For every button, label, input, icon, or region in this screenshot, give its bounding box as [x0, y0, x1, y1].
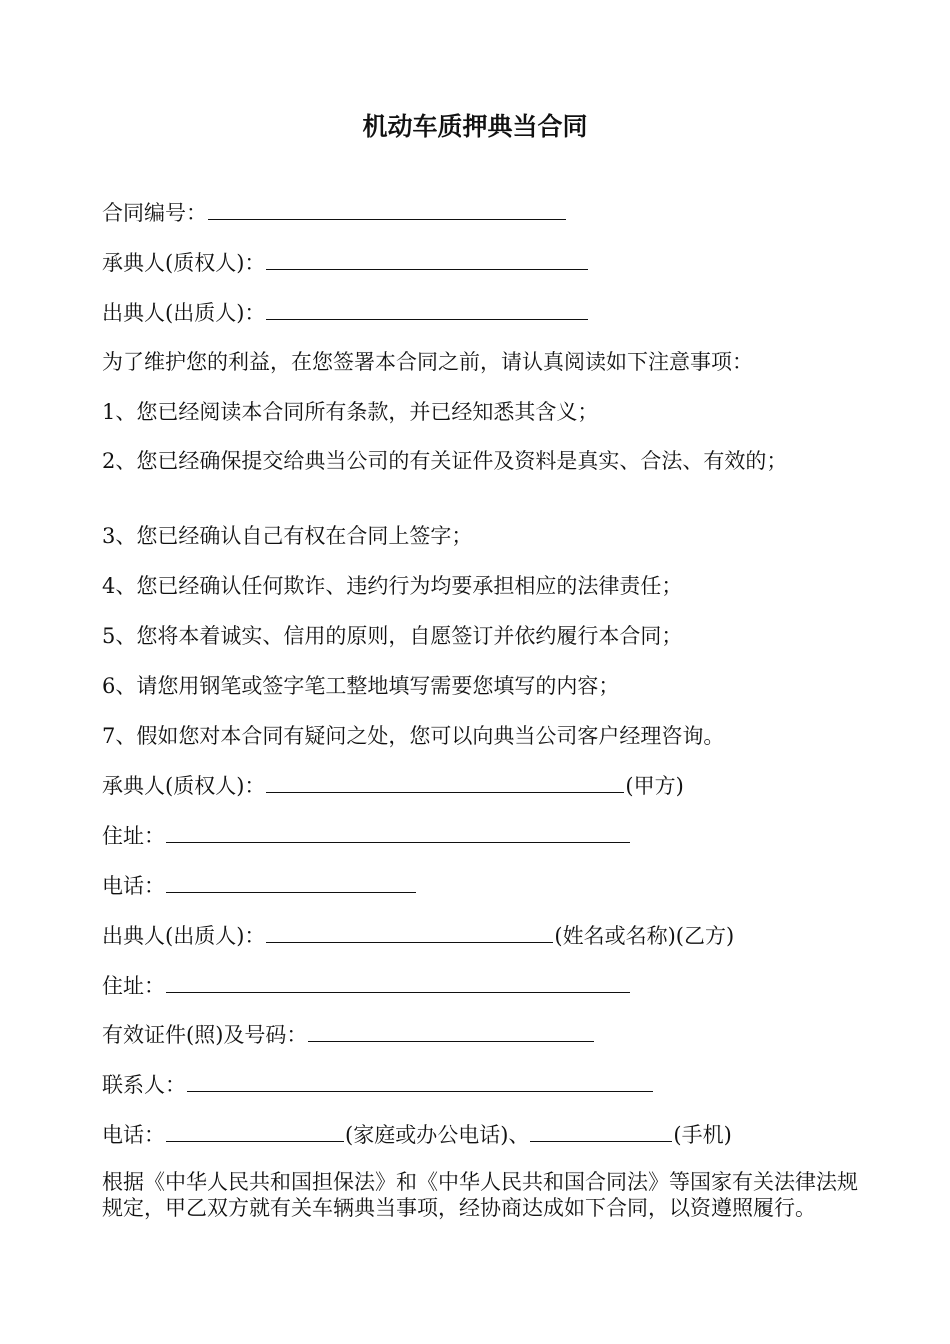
contract-number-blank[interactable]	[208, 199, 566, 220]
party-a-row	[102, 772, 684, 799]
party-a-address-row	[102, 822, 631, 849]
contract-number-row	[102, 199, 567, 226]
party-b-address-row	[102, 972, 631, 999]
pawnee-row	[102, 249, 589, 276]
party-b-label: 出典人(出质人)：	[102, 924, 266, 948]
party-b-phone-home-blank[interactable]	[166, 1121, 344, 1142]
party-b-phone-label: 电话：	[102, 1123, 165, 1147]
notice-item-3: 3、您已经确认自己有权在合同上签字；	[102, 524, 473, 548]
party-b-contact-row	[102, 1071, 654, 1098]
party-a-phone-label: 电话：	[102, 874, 165, 898]
pawnee-label: 承典人(质权人)：	[102, 251, 266, 275]
party-b-id-blank[interactable]	[308, 1021, 594, 1042]
notice-item-6: 6、请您用钢笔或签字笔工整地填写需要您填写的内容；	[102, 674, 620, 698]
document-title: 机动车质押典当合同	[362, 112, 588, 141]
party-b-row	[102, 922, 734, 949]
party-a-address-label: 住址：	[102, 824, 165, 848]
notice-intro: 为了维护您的利益，在您签署本合同之前，请认真阅读如下注意事项：	[102, 350, 753, 374]
party-b-address-blank[interactable]	[166, 972, 630, 993]
party-b-id-label: 有效证件(照)及号码：	[102, 1023, 308, 1047]
party-a-address-blank[interactable]	[166, 822, 630, 843]
contract-number-label: 合同编号：	[102, 201, 207, 225]
notice-item-5: 5、您将本着诚实、信用的原则，自愿签订并依约履行本合同；	[102, 624, 683, 648]
pledgor-label: 出典人(出质人)：	[102, 301, 266, 325]
party-b-name-blank[interactable]	[266, 922, 553, 943]
party-a-label: 承典人(质权人)：	[102, 774, 266, 798]
party-b-phone-row	[102, 1121, 732, 1148]
party-b-phone-mobile-blank[interactable]	[530, 1121, 672, 1142]
notice-item-2: 2、您已经确保提交给典当公司的有关证件及资料是真实、合法、有效的；	[102, 449, 788, 473]
party-b-suffix: (姓名或名称)(乙方)	[554, 924, 735, 948]
party-b-phone-mobile-label: (手机)	[673, 1123, 732, 1147]
closing-paragraph: 根据《中华人民共和国担保法》和《中华人民共和国合同法》等国家有关法律法规规定，甲乙双方就有关车辆典当事项，经协商达成如下合同，以资遵照履行。	[102, 1170, 858, 1220]
notice-item-7: 7、假如您对本合同有疑问之处，您可以向典当公司客户经理咨询。	[102, 724, 725, 748]
pawnee-blank[interactable]	[266, 249, 588, 270]
notice-item-4: 4、您已经确认任何欺诈、违约行为均要承担相应的法律责任；	[102, 574, 683, 598]
party-b-phone-home-label: (家庭或办公电话)、	[345, 1123, 530, 1147]
party-a-phone-row	[102, 872, 417, 899]
notice-item-1: 1、您已经阅读本合同所有条款，并已经知悉其含义；	[102, 400, 599, 424]
party-b-contact-label: 联系人：	[102, 1073, 186, 1097]
party-a-name-blank[interactable]	[266, 772, 624, 793]
pledgor-row	[102, 299, 589, 326]
party-a-phone-blank[interactable]	[166, 872, 416, 893]
party-b-contact-blank[interactable]	[187, 1071, 653, 1092]
party-a-suffix: (甲方)	[625, 774, 684, 798]
party-b-id-row	[102, 1021, 595, 1048]
pledgor-blank[interactable]	[266, 299, 588, 320]
party-b-address-label: 住址：	[102, 974, 165, 998]
